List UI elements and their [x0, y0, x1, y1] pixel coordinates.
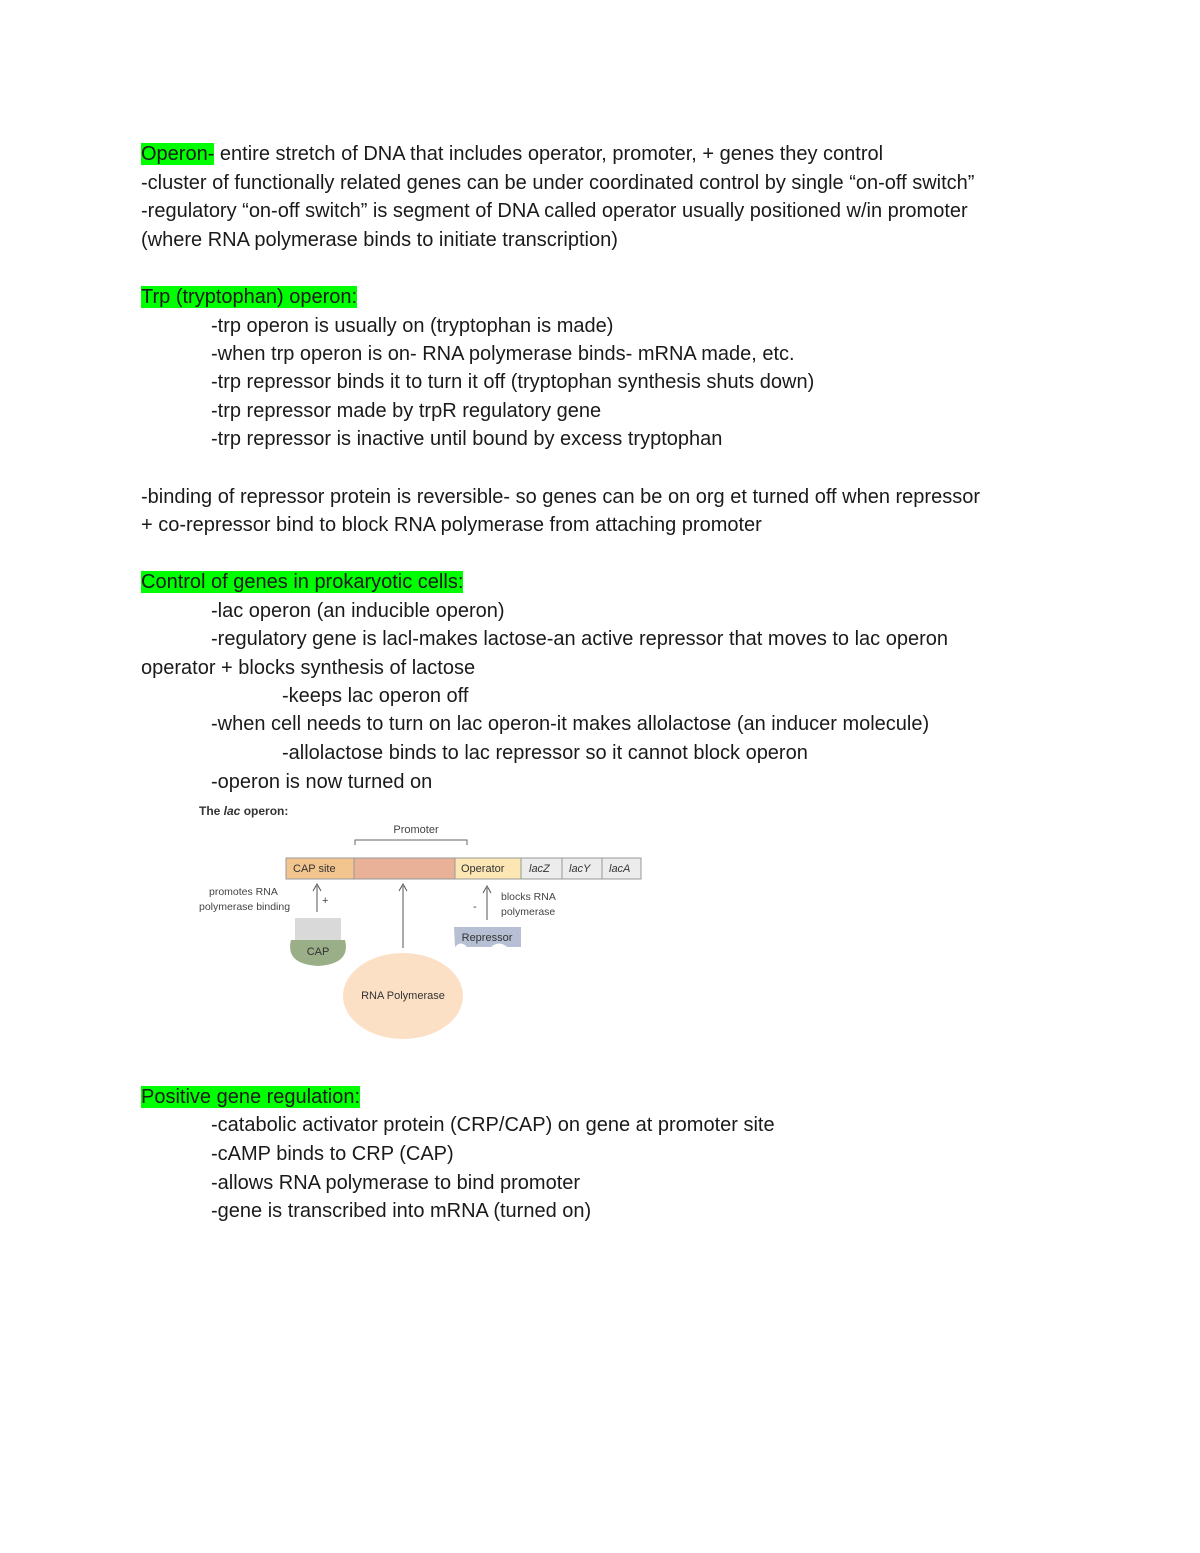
lac-item-continued: operator + blocks synthesis of lactose [141, 657, 476, 679]
operon-heading: Operon- [141, 143, 215, 165]
operon-promoter-line: (where RNA polymerase binds to initiate transcription) [141, 229, 618, 251]
trp-operon-heading: Trp (tryptophan) operon: [141, 286, 358, 308]
lac-item: -when cell needs to turn on lac operon-it makes allolactose (an inducer molecule) [211, 713, 930, 735]
diagram-title: The lac operon: [199, 804, 289, 818]
trp-item: -trp repressor made by trpR regulatory gene [211, 400, 602, 422]
lac-item: -lac operon (an inducible operon) [211, 600, 505, 622]
cap-label: CAP [306, 946, 330, 958]
cap-site-label: CAP site [293, 863, 336, 875]
operon-definition-text: entire stretch of DNA that includes operator, promoter, + genes they control [214, 143, 884, 165]
trp-item: -trp repressor binds it to turn it off (tryptophan synthesis shuts down) [211, 371, 815, 393]
operon-switch-line: -regulatory “on-off switch” is segment of DNA called operator usually positioned w/in promoter [141, 200, 968, 222]
positive-item: -cAMP binds to CRP (CAP) [211, 1143, 454, 1165]
positive-item: -catabolic activator protein (CRP/CAP) on gene at promoter site [211, 1114, 775, 1136]
trp-operon-heading-line [141, 283, 357, 311]
lac-subitem: -keeps lac operon off [282, 685, 469, 707]
lac-operon-diagram [195, 800, 655, 1045]
lac-operon-figure [195, 800, 655, 1045]
polymerase-label: RNA Polymerase [361, 990, 445, 1002]
repressor-paragraph-line: -binding of repressor protein is reversible- so genes can be on org et turned off when repressor [141, 486, 980, 508]
positive-item: -gene is transcribed into mRNA (turned on) [211, 1200, 592, 1222]
positive-regulation-heading-line [141, 1083, 360, 1111]
cap-note-line1: promotes RNA [209, 886, 278, 898]
positive-regulation-heading: Positive gene regulation: [141, 1086, 361, 1108]
lacz-label: lacZ [529, 863, 550, 875]
repressor-paragraph-line: + co-repressor bind to block RNA polymerase from attaching promoter [141, 514, 762, 536]
lac-item: -operon is now turned on [211, 771, 433, 793]
prokaryotic-control-heading-line [141, 568, 463, 596]
promoter-bracket [355, 840, 467, 845]
promoter-segment [354, 858, 455, 879]
plus-sign: + [322, 895, 329, 907]
prokaryotic-control-heading: Control of genes in prokaryotic cells: [141, 571, 464, 593]
positive-item: -allows RNA polymerase to bind promoter [211, 1172, 581, 1194]
lac-subitem: -allolactose binds to lac repressor so it cannot block operon [282, 742, 808, 764]
operator-label: Operator [461, 863, 505, 875]
laca-label: lacA [609, 863, 631, 875]
repressor-note-line1: blocks RNA [501, 891, 556, 903]
trp-item: -trp repressor is inactive until bound by excess tryptophan [211, 428, 723, 450]
lac-item: -regulatory gene is lacl-makes lactose-an active repressor that moves to lac operon [211, 628, 949, 650]
minus-sign: - [473, 901, 477, 913]
repressor-note-line2: polymerase [501, 906, 556, 918]
promoter-label: Promoter [393, 824, 439, 836]
trp-item: -when trp operon is on- RNA polymerase binds- mRNA made, etc. [211, 343, 795, 365]
operon-definition-line [141, 140, 883, 168]
cap-note-line2: polymerase binding [199, 901, 291, 913]
repressor-label: Repressor [461, 932, 513, 944]
trp-item: -trp operon is usually on (tryptophan is made) [211, 315, 614, 337]
lacy-label: lacY [569, 863, 591, 875]
operon-cluster-line: -cluster of functionally related genes can be under coordinated control by single “on-off switch” [141, 172, 975, 194]
cap-camp-block [295, 918, 341, 940]
